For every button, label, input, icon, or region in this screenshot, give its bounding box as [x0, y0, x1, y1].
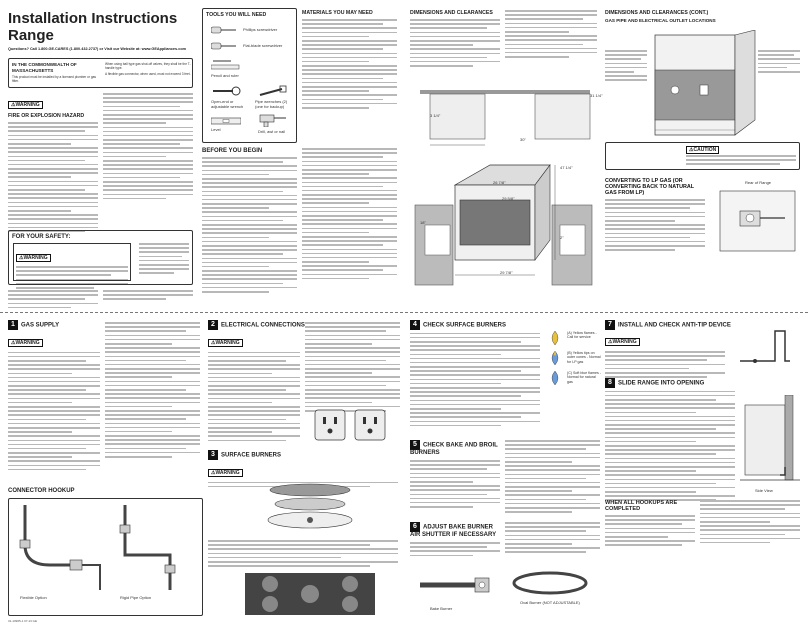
safety-note-text	[8, 290, 98, 311]
safety-text	[139, 243, 189, 277]
safety-warning	[13, 243, 131, 281]
step-3-number: 3	[208, 450, 218, 460]
gaspipe-heading: GAS PIPE AND ELECTRICAL OUTLET LOCATIONS	[605, 18, 716, 23]
flame-c-label: (C) Soft blue flames - Normal for natural gas	[567, 371, 601, 384]
bake-burner-label: Bake Burner	[430, 606, 453, 611]
gaspipe-note-left	[605, 50, 647, 84]
step-3-text	[208, 540, 398, 569]
step-2-warning: ⚠ WARNING	[208, 339, 243, 347]
fire-warning-block	[8, 93, 98, 235]
page-title: Installation Instructions	[8, 10, 178, 27]
step-7-warning: ⚠ WARNING	[605, 338, 640, 346]
step-7-number: 7	[605, 320, 615, 330]
safety-note-text-2	[103, 290, 193, 303]
step-5-title: CHECK BAKE AND BROIL BURNERS	[410, 442, 498, 456]
tool-label-flat: Flat-blade screwdriver	[243, 43, 283, 48]
tool-label-level: Level	[211, 127, 221, 132]
flexible-option-label: Flexible Option	[20, 595, 47, 600]
connector-rigid-diagram	[110, 505, 195, 605]
step-5-text-col2	[505, 440, 600, 515]
flat-screwdriver-icon	[211, 41, 237, 51]
step-6-number: 6	[410, 522, 420, 532]
step-4-title: CHECK SURFACE BURNERS	[423, 322, 507, 329]
step-3-warning: ⚠ WARNING	[208, 469, 243, 477]
pipe-wrench-icon	[258, 85, 288, 99]
step-2-title: ELECTRICAL CONNECTIONS	[221, 322, 305, 329]
gas-pipe-location-diagram	[605, 30, 800, 140]
rear-of-range-label: Rear of Range	[745, 180, 772, 185]
tool-label-wrench: Open-end or adjustable wrench	[211, 99, 244, 109]
tools-heading: TOOLS YOU WILL NEED	[206, 12, 267, 18]
surface-burner-diagram	[230, 480, 390, 535]
pencil-ruler-icon	[211, 59, 241, 71]
step-8-number: 8	[605, 378, 615, 388]
safety-warning-label: ⚠ WARNING	[16, 254, 51, 262]
before-block	[202, 148, 297, 295]
dim-depth-2: 29 5/8"	[502, 196, 515, 201]
step-2-text-col2	[305, 322, 400, 414]
oval-burner-diagram	[510, 568, 595, 598]
fire-heading: FIRE OR EXPLOSION HAZARD	[8, 113, 85, 119]
massachusetts-bullet-2: When using ball type gas shut-off valves, they shall be the T-handle type.	[105, 62, 191, 71]
materials-block	[302, 10, 397, 111]
tool-label-pipe: Pipe wrenches (2) (one for backup)	[255, 99, 288, 109]
dim-min: 2"	[560, 235, 564, 240]
dim-cabinet: 18"	[420, 220, 426, 225]
footer: 31-10965-1 07-13 GE	[8, 619, 38, 623]
step-6-text-col2	[505, 522, 600, 556]
rigid-option-label: Rigid Pipe Option	[120, 595, 152, 600]
connector-heading: CONNECTOR HOOKUP	[8, 488, 75, 494]
caution-label: ⚠ CAUTION	[686, 146, 719, 154]
step-5	[410, 440, 500, 510]
flame-b-label: (B) Yellow tips on outer cones - Normal for LP gas	[567, 351, 601, 364]
tool-label-pencil: Pencil and ruler	[211, 73, 239, 78]
lp-block	[605, 178, 705, 253]
step-6	[410, 522, 500, 559]
step-1-warning: ⚠ WARNING	[8, 339, 43, 347]
step-8-title: SLIDE RANGE INTO OPENING	[618, 380, 705, 387]
screwdriver-icon	[211, 25, 237, 35]
tool-label-phillips: Phillips screwdriver	[243, 27, 278, 32]
gaspipe-note-right	[758, 50, 800, 75]
side-view-label: Side View	[755, 488, 773, 493]
massachusetts-bullet-1: This product must be installed by a licensed plumber or gas fitter.	[12, 75, 96, 84]
bake-burner-diagram	[415, 565, 495, 605]
step-6-title: ADJUST BAKE BURNER AIR SHUTTER IF NECESSARY	[410, 524, 497, 538]
tools-box	[202, 8, 297, 143]
page-divider	[0, 312, 808, 313]
step-5-number: 5	[410, 440, 420, 450]
dims-text-col2	[505, 10, 597, 60]
flame-c-icon	[545, 370, 565, 386]
warning-label: ⚠ WARNING	[8, 101, 43, 109]
dims-heading: DIMENSIONS AND CLEARANCES	[410, 10, 493, 16]
safety-box	[8, 230, 193, 285]
level-icon	[211, 117, 241, 125]
safety-heading: FOR YOUR SAFETY:	[12, 234, 71, 240]
done-heading: WHEN ALL HOOKUPS ARE COMPLETED	[605, 500, 678, 512]
lp-heading: CONVERTING TO LP GAS (OR CONVERTING BACK TO NATURAL GAS FROM LP)	[605, 178, 694, 196]
tool-label-drill: Drill, awl or nail	[258, 129, 286, 134]
massachusetts-bullet-3: A flexible gas connector, when used, must not exceed 3 feet.	[105, 72, 191, 76]
fire-text-col2	[103, 93, 193, 202]
dim-side: 30"	[520, 137, 526, 142]
dim-top: 3 1/4"	[430, 113, 441, 118]
dims-cont-block	[605, 10, 800, 24]
step-4-number: 4	[410, 320, 420, 330]
step-1-number: 1	[8, 320, 18, 330]
materials-heading: MATERIALS YOU MAY NEED	[302, 10, 373, 16]
step-2-number: 2	[208, 320, 218, 330]
massachusetts-heading: IN THE COMMONWEALTH OF MASSACHUSETTS	[12, 62, 77, 73]
outlet-diagram	[310, 405, 390, 445]
before-text-col2	[302, 148, 397, 282]
lp-regulator-diagram	[715, 186, 800, 256]
step-3-title: SURFACE BURNERS	[221, 452, 282, 459]
drill-icon	[258, 113, 288, 127]
side-view-diagram	[740, 395, 800, 485]
connector-flexible-diagram	[15, 505, 105, 605]
done-text-col2	[700, 500, 800, 546]
flame-a-icon	[545, 330, 565, 346]
dim-height: 31 1/4"	[590, 93, 603, 98]
questions-line: Questions? Call 1.800.GE.CARES (1.800.432.2737) or Visit our Website at: www.GEAppliances.com	[8, 47, 187, 51]
caution-box	[605, 142, 800, 170]
dim-width: 29 7/8"	[500, 270, 513, 275]
dims-cont-heading: DIMENSIONS AND CLEARANCES (CONT.)	[605, 10, 709, 16]
step-1-text-col2	[105, 322, 200, 460]
product-name: Range	[8, 27, 54, 44]
oval-burner-label: Oval Burner (NOT ADJUSTABLE)	[520, 600, 580, 605]
flame-a-label: (A) Yellow flames - Call for service	[567, 331, 597, 340]
before-heading: BEFORE YOU BEGIN	[202, 148, 263, 154]
flame-b-icon	[545, 350, 565, 366]
dim-oven-height: 47 1/4"	[560, 165, 573, 170]
anti-tip-bracket-icon	[735, 326, 795, 366]
step-1-title: GAS SUPPLY	[21, 322, 60, 329]
dim-depth-1: 26 7/8"	[493, 180, 506, 185]
wrench-icon	[211, 85, 241, 97]
step-7-title: INSTALL AND CHECK ANTI-TIP DEVICE	[618, 322, 731, 329]
massachusetts-box	[8, 58, 193, 88]
done-block	[605, 500, 695, 549]
cooktop-top-diagram	[240, 568, 380, 618]
